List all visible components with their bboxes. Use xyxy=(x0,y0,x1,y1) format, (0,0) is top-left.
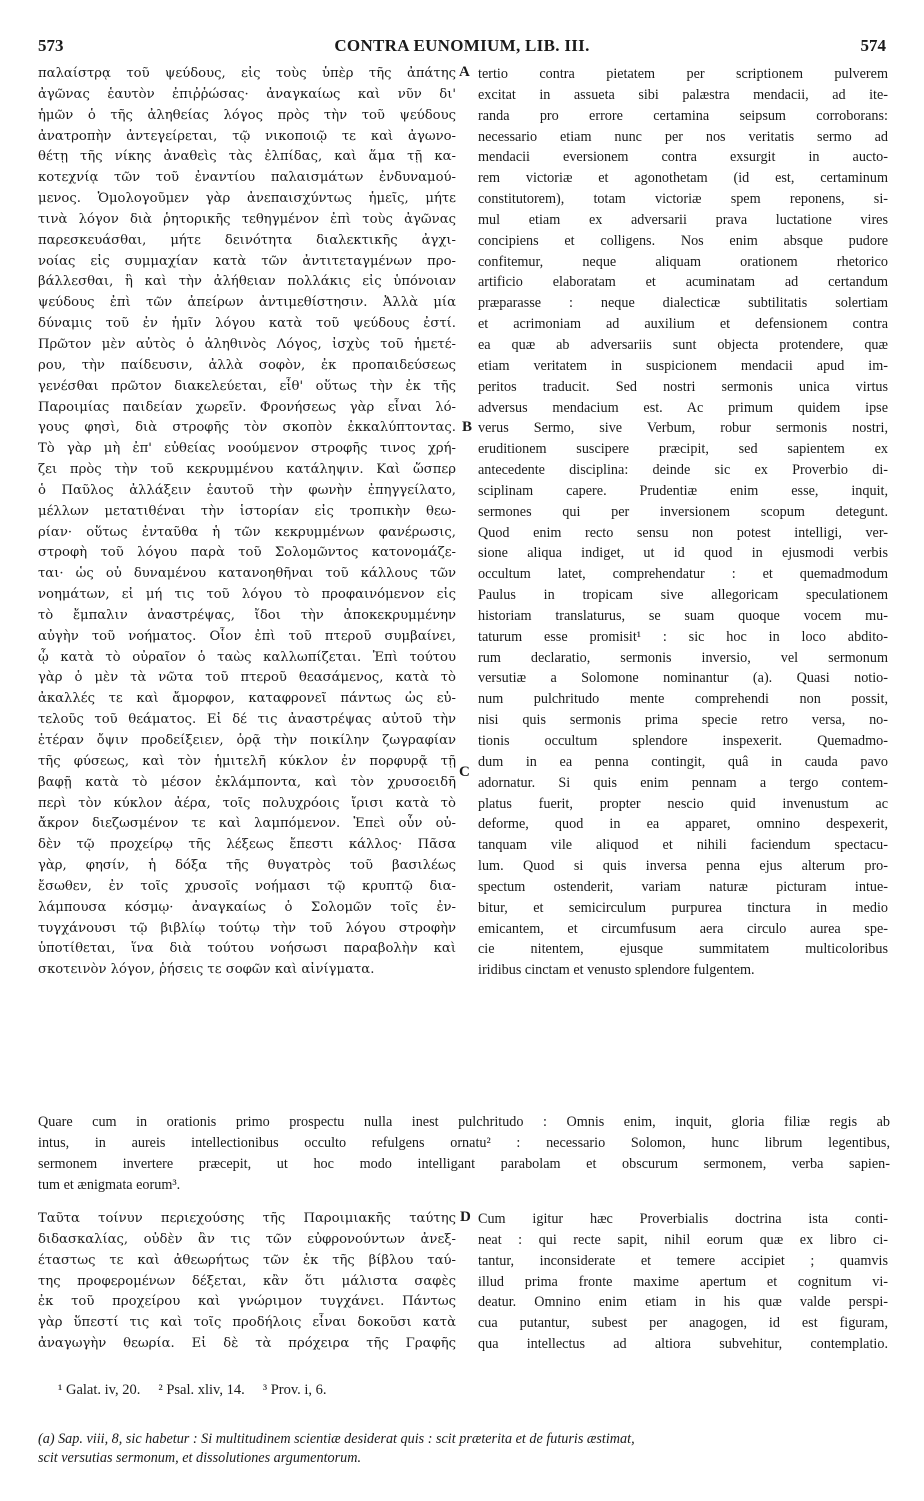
greek-text-line: ἡμῶν ὁ τῆς ἀληθείας λόγος πρὸς τὴν τοῦ ψεύδους xyxy=(38,107,456,123)
greek-text-line: Τὸ γὰρ μὴ ἐπ' εὐθείας νοούμενον στροφῆς τινος χρή- xyxy=(38,441,456,457)
greek-text-line: μέλλων μετατιθέναι τὴν ἱστορίαν εἰς τροπικὴν θεω- xyxy=(38,503,456,519)
greek-text-line: Ταῦτα τοίνυν περιεχούσης τῆς Παροιμιακῆς ταύτης xyxy=(38,1211,456,1226)
greek-text-line: ἄκρον διεζωσμένον τε καὶ λαμπόμενον. Ἐπεὶ οὖν οὐ- xyxy=(38,816,456,832)
latin-text-line: adornatur. Si quis enim pennam a tergo contem- xyxy=(478,774,888,791)
greek-text-line: διδασκαλίας, οὐδὲν ἂν τις τῶν εὐφρονούντων ἀνεξ- xyxy=(38,1231,456,1247)
greek-text-line: ὁ Παῦλος ἀλλάξειν ἑαυτοῦ τὴν φωνὴν ἐπηγγείλατο, xyxy=(38,482,456,498)
margin-marker-d: D xyxy=(460,1209,471,1225)
latin-text-line: dum in ea penna contingit, quâ in cauda pavo xyxy=(478,753,888,770)
latin-text-line: neat : qui recte sapit, nihil eorum quæ ex libro ci- xyxy=(478,1231,888,1248)
note-line: scit versutias sermonum, et dissolutiones argumentorum. xyxy=(38,1450,362,1466)
margin-marker-a: A xyxy=(459,64,470,80)
editorial-note xyxy=(38,1430,890,1468)
greek-column-bottom xyxy=(38,1209,456,1355)
footnote: ¹ Galat. iv, 20. xyxy=(58,1382,141,1398)
greek-text-line: δὲν τῷ προχείρῳ τῆς λέξεως ἔπεστι κάλλος· Πᾶσα xyxy=(38,837,456,853)
greek-text-line: ψεύδους ἐπὶ τῶν ἀπείρων ἀντιμεθίστησιν. Ἀλλὰ μία xyxy=(38,295,456,311)
note-line: (a) Sap. viii, 8, sic habetur : Si multitudinem scientiæ desiderat quis : scit præterita et de futuris æstimat, xyxy=(38,1431,635,1447)
latin-text-line: illud prima fronte maxime apertum et cognitum vi- xyxy=(478,1273,888,1290)
latin-text-line: tertio contra pietatem per scriptionem pulverem xyxy=(478,66,888,82)
latin-text-line: necessario etiam nunc per nos veritatis sermo ad xyxy=(478,128,888,145)
footnote: ³ Prov. i, 6. xyxy=(262,1382,327,1398)
greek-text-line: ἀγῶνας ἑαυτὸν ἐπιῤῥώσας· ἀναγκαίως καὶ νῦν δι' xyxy=(38,86,456,102)
greek-text-line: στροφὴ τοῦ λόγου παρὰ τοῦ Σολομῶντος κατονομάζε- xyxy=(38,545,456,561)
latin-text-line: confitemur, neque aliquam orationem rhetorico xyxy=(478,253,888,270)
greek-text-line: ἑτέραν ὄψιν προδείξειεν, ὁρᾷ τὴν ποικίλην ζωγραφίαν xyxy=(38,733,456,748)
latin-text-line: lum. Quod si quis inversa penna ejus alterum pro- xyxy=(478,858,888,875)
footnotes xyxy=(58,1382,345,1399)
running-title: CONTRA EUNOMIUM, LIB. III. xyxy=(334,36,590,55)
latin-text-line: peritos traducit. Sed nostri sermonis unica virtus xyxy=(478,378,888,395)
latin-text-line: et acrimoniam ad auxilium et defensionem contra xyxy=(478,316,888,333)
latin-text-line: versutiæ a Solomone nominantur (a). Quasi notio- xyxy=(478,670,888,687)
greek-text-line: γὰρ ὕπεστί τις καὶ τοῖς προδήλοις εἶναι δοκοῦσι κατὰ xyxy=(38,1315,456,1331)
greek-text-line: έταστως τε καὶ ἀθεωρήτως τῶν ἐκ τῆς βίβλου ταύ- xyxy=(38,1252,456,1268)
latin-text-line: rem victoriæ et agonothetam (id est, certaminum xyxy=(478,170,888,187)
latin-text-line: mendacii eversionem contra exsurgit in aucto- xyxy=(478,149,888,166)
greek-text-line: νοίας εἰς συμμαχίαν κατὰ τῶν ἀντιτεταγμένων προ- xyxy=(38,253,456,269)
greek-text-line: δύναμις τοῦ ἐν ἡμῖν λόγου κατὰ τοῦ ψεύδους ἐστί. xyxy=(38,316,456,332)
greek-text-line: παρεσκευάσθαι, μήτε δεινότητα διαλεκτικῆς ἀγχι- xyxy=(38,232,456,248)
greek-text-line: λάμπουσα κόσμῳ· ἀναγκαίως ὁ Σολομῶν τοῖς ἐν- xyxy=(38,899,456,915)
full-width-paragraph xyxy=(38,1112,890,1195)
latin-text-line: ea quæ ab adversariis sunt objecta protendere, quæ xyxy=(478,336,888,353)
full-width-text-line: intus, in aureis intellectionibus occulto refulgens ornatu² : necessario Solomon, hunc librum legentibus, xyxy=(38,1134,890,1151)
latin-text-line: historiam translaturus, se suam quoque vocem mu- xyxy=(478,607,888,624)
margin-marker-c: C xyxy=(459,764,470,780)
latin-text-line: platus fuerit, propter nescio quid invenustum ac xyxy=(478,795,888,812)
latin-text-line: verus Sermo, sive Verbum, robur sermonis nostri, xyxy=(478,420,888,437)
greek-text-line: σκοτεινὸν λόγον, ῥήσεις τε σοφῶν καὶ αἰνίγματα. xyxy=(38,962,375,978)
greek-text-line: κοτεχνίᾳ τῶν τοῦ ἐναντίου παλαισμάτων ἐνδυναμού- xyxy=(38,170,456,186)
full-width-text-line: Quare cum in orationis primo prospectu nulla inest pulchritudo : Omnis enim, inquit, gloria filiæ regis ab xyxy=(38,1114,890,1130)
latin-text-line: bitur, et semicirculum purpurea tinctura in medio xyxy=(478,899,888,916)
latin-text-line: qua intellectus ad altiora subvehitur, contemplatio. xyxy=(478,1336,888,1353)
latin-text-line: deatur. Omnino enim etiam in his quæ valde perspi- xyxy=(478,1294,888,1311)
greek-column-top xyxy=(38,64,456,981)
latin-text-line: iridibus cinctam et venusto splendore fulgentem. xyxy=(478,962,755,979)
running-header xyxy=(38,36,886,60)
latin-text-line: nisi quis sermonis prima specie retro versa, no- xyxy=(478,712,888,729)
full-width-text-line: sermonem invertere præcepit, ut hoc modo intelligant parabolam et obscurum sermonem, verba sapien- xyxy=(38,1155,890,1172)
latin-text-line: artificio elaboratam et acuminatam ad certandum xyxy=(478,274,888,291)
greek-text-line: βαφῇ κατὰ τὸ μέσον ἐκλάμποντα, καὶ τὸν χρυσοειδῆ xyxy=(38,774,456,790)
latin-text-line: constitutorem), totam victoriæ spem reponens, si- xyxy=(478,191,888,208)
latin-text-line: eruditionem suscipere præcipit, sed sapientem ex xyxy=(478,441,888,458)
right-page-number: 574 xyxy=(860,36,886,55)
latin-text-line: cie nitentem, ejusque summitatem multicoloribus xyxy=(478,941,888,958)
greek-text-line: νοημάτων, εἰ μή τις τοῦ λόγου τὸ προφαινόμενον εἰς xyxy=(38,587,456,603)
latin-text-line: num pulchritudo mente comprehendi non possit, xyxy=(478,691,888,708)
latin-text-line: concipiens et colligens. Nos enim absque pudore xyxy=(478,232,888,249)
greek-text-line: τῆς φύσεως, καὶ τὸν ἡμιτελῆ κύκλον ἐν πορφυρᾷ τῇ xyxy=(38,753,456,769)
greek-text-line: ἔσωθεν, ἐν τοῖς χρυσοῖς νοήμασι τῷ κρυπτῷ δια- xyxy=(38,878,456,894)
greek-text-line: μενος. Ὁμολογοῦμεν γὰρ ἀνεπαισχύντως ἡμεῖς, μήτε xyxy=(38,191,456,207)
latin-text-line: cua putantur, subest per anagogen, id est figuram, xyxy=(478,1315,888,1332)
greek-text-line: ἀναγωγὴν θεωρία. Εἰ δὲ τὰ πρόχειρα τῆς Γραφῆς xyxy=(38,1336,456,1352)
greek-text-line: ρίαν· οὕτως ἐνταῦθα ἡ τῶν κεκρυμμένων φανέρωσις, xyxy=(38,524,456,540)
left-page-number: 573 xyxy=(38,36,64,55)
latin-text-line: taturum esse promisit¹ : sic hoc in loco abdito- xyxy=(478,628,888,645)
latin-text-line: deforme, quod in ea apparet, omnino despexerit, xyxy=(478,816,888,833)
full-width-text-line: tum et ænigmata eorum³. xyxy=(38,1176,181,1193)
latin-text-line: tionis occultum splendore inspexerit. Quemadmo- xyxy=(478,733,888,749)
greek-text-line: τελοῦς τοῦ θεάματος. Εἰ δέ τις ἀναστρέψας αὐτοῦ τὴν xyxy=(38,712,456,728)
greek-text-line: τινὰ λόγον διὰ ῥητορικῆς τεθηγμένον ἐπὶ τοὺς ἀγῶνας xyxy=(38,211,456,227)
latin-text-line: adversus mendacium est. Ac primum quidem ipse xyxy=(478,399,888,416)
greek-text-line: γενέσθαι πρῶτον διακελεύεται, εἶθ' οὕτως τὴν ἐκ τῆς xyxy=(38,378,456,394)
latin-text-line: tanquam vile aliquod et nihili faciendum spectacu- xyxy=(478,837,888,854)
footnote: ² Psal. xliv, 14. xyxy=(158,1382,245,1398)
greek-text-line: ζει πρὸς τὴν τοῦ κεκρυμμένου κατάληψιν. Καὶ ὥσπερ xyxy=(38,462,456,478)
latin-text-line: sione aliqua indiget, ut id quod in ejusmodi verbis xyxy=(478,545,888,562)
latin-column-top xyxy=(478,64,888,981)
latin-text-line: sciplinam capere. Prudentiæ enim esse, inquit, xyxy=(478,482,888,499)
latin-text-line: sermones qui per inversionem scopum detegunt. xyxy=(478,503,888,520)
greek-text-line: ρου, τὴν παίδευσιν, ἀλλὰ σοφὸν, ἐκ προπαιδεύσεως xyxy=(38,357,456,373)
latin-text-line: randa pro errore certamina seipsum corroborans: xyxy=(478,107,888,124)
greek-text-line: τὸ ἔμπαλιν ἀναστρέψας, ἴδοι τὴν ἀποκεκρυμμένην xyxy=(38,607,456,623)
greek-text-line: Πρῶτον μὲν αὐτὸς ὁ ἀληθινὸς Λόγος, ἰσχὺς τοῦ ἡμετέ- xyxy=(38,336,456,352)
greek-text-line: της προφερομένων δέξεται, κἂν ὅτι μάλιστα σαφὲς xyxy=(38,1273,456,1289)
latin-text-line: emicantem, et circumfusum aera circulo aurea spe- xyxy=(478,920,888,937)
latin-text-line: Cum igitur hæc Proverbialis doctrina ista conti- xyxy=(478,1211,888,1227)
greek-text-line: ὑποτίθεται, ἵνα διὰ τούτου νοήσωσι παραβολὴν καὶ xyxy=(38,941,456,957)
greek-text-line: τυγχάνουσι τῷ βιβλίῳ τούτῳ τὴν τοῦ λόγου στροφὴν xyxy=(38,920,456,936)
latin-text-line: Quod enim recto sensu non potest intelligi, ver- xyxy=(478,524,888,541)
latin-text-line: excitat in assueta sibi palæstra mendacii, ad ite- xyxy=(478,86,888,103)
greek-text-line: ᾧ κατὰ τὸ οὐραῖον ὁ ταὼς καλλωπίζεται. Ἐπὶ τούτου xyxy=(38,649,456,665)
greek-text-line: περὶ τὸν κύκλον ἀέρα, τοῖς πολυχρόοις ἴρισι κατὰ τὸ xyxy=(38,795,456,811)
latin-text-line: antecedente disciplina: deinde sic ex Proverbio di- xyxy=(478,462,888,479)
latin-text-line: Paulus in tropicam sive allegoricam speculationem xyxy=(478,587,888,604)
latin-text-line: etiam veritatem in suspicionem mendacii apud im- xyxy=(478,357,888,374)
latin-text-line: præparasse : neque dialecticæ subtilitatis solertiam xyxy=(478,295,888,312)
greek-text-line: Παροιμίας παιδείαν χωρεῖν. Φρονήσεως γὰρ εἶναι λό- xyxy=(38,399,456,415)
latin-text-line: mul etiam ex adversarii prava luctatione vires xyxy=(478,211,888,228)
greek-text-line: ται· ὡς οὐ δυναμένου κατανοηθῆναι τοῦ κάλλους τῶν xyxy=(38,566,456,582)
greek-text-line: γους φησὶ, διὰ στροφῆς τὸν σκοπὸν ἐκκαλύπτοντας. xyxy=(38,420,456,436)
margin-marker-b: B xyxy=(462,419,473,435)
latin-text-line: occultum latet, comprehendatur : et quemadmodum xyxy=(478,566,888,583)
greek-text-line: βάλλεσθαι, ἣ καὶ τὴν ἀλήθειαν πολλάκις εἰς ὑπόνοιαν xyxy=(38,274,456,290)
greek-text-line: γὰρ, φησίν, ἡ δόξα τῆς θυγατρὸς τοῦ βασιλέως xyxy=(38,858,456,874)
latin-text-line: spectum ostenderit, variam naturæ picturam intue- xyxy=(478,878,888,895)
latin-text-line: tantur, inconsiderate et temere accipiet ; quamvis xyxy=(478,1252,888,1269)
latin-text-line: rum declaratio, sermonis inversio, vel sermonum xyxy=(478,649,888,666)
greek-text-line: ἐκ τοῦ προχείρου καὶ γνώριμον τυγχάνει. Πάντως xyxy=(38,1294,456,1310)
greek-text-line: γὰρ ὁ μὲν τὰ νῶτα τοῦ πτεροῦ θεασάμενος, κατὰ τὸ xyxy=(38,670,456,686)
greek-text-line: παλαίστρᾳ τοῦ ψεύδους, εἰς τοὺς ὑπὲρ τῆς ἀπάτης xyxy=(38,66,456,81)
latin-column-bottom xyxy=(478,1209,888,1355)
greek-text-line: ἀνατροπὴν ἀντεγείρεται, τῷ νικοποιῷ τε καὶ ἀγωνο- xyxy=(38,128,456,144)
greek-text-line: αὐγὴν τοῦ νοήματος. Οἷον ἐπὶ τοῦ πτεροῦ συμβαίνει, xyxy=(38,628,456,644)
greek-text-line: ἀκαλλές τε καὶ ἄμορφον, καταφρονεῖ πάντως ὡς εὐ- xyxy=(38,691,456,707)
greek-text-line: θέτῃ τῆς νίκης ἀναθεὶς τὰς ἐλπίδας, καὶ ἅμα τῇ κα- xyxy=(38,149,456,165)
